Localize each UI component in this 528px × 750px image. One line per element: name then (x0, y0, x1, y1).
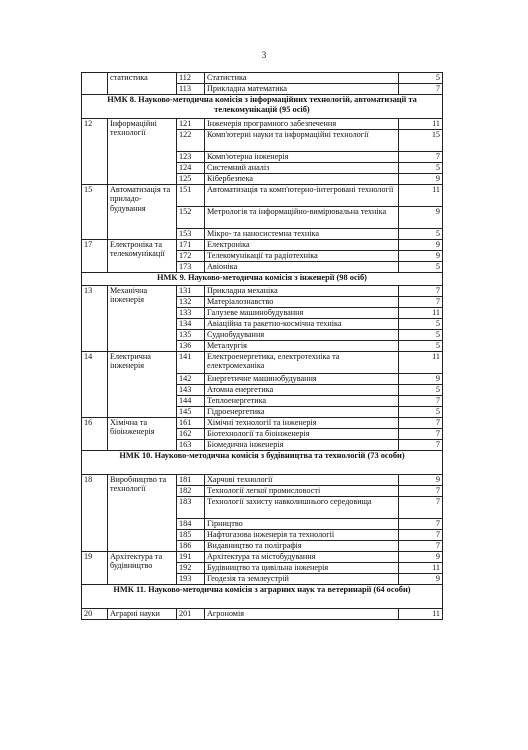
member-count: 5 (399, 229, 443, 240)
field-number: 17 (82, 240, 108, 273)
specialty-code: 142 (177, 374, 205, 385)
member-count: 11 (399, 352, 443, 374)
specialty-name: Технології захисту навколишнього середовища (205, 497, 399, 519)
specialty-code: 191 (177, 552, 205, 563)
specialty-name: Атомна енергетика (205, 385, 399, 396)
specialty-code: 193 (177, 574, 205, 585)
field-name: Виробництво та технології (108, 475, 177, 552)
member-count: 5 (399, 330, 443, 341)
member-count: 5 (399, 385, 443, 396)
specialty-name: Архітектура та містобудування (205, 552, 399, 563)
table-row (82, 240, 443, 251)
specialty-code: 162 (177, 429, 205, 440)
table-row (82, 609, 443, 620)
specialty-code: 151 (177, 185, 205, 207)
field-name: Архітектура та будівництво (108, 552, 177, 585)
specialty-name: Авіоніка (205, 262, 399, 273)
member-count: 5 (399, 262, 443, 273)
specialty-name: Матеріалознавство (205, 297, 399, 308)
specialty-code: 186 (177, 541, 205, 552)
specialty-code: 184 (177, 519, 205, 530)
table-row (82, 286, 443, 297)
commission-title: НМК 8. Науково-методична комісія з інформаційних технологій, автоматизації та телекомунікацій (95 осіб) (82, 95, 443, 119)
field-number (82, 73, 108, 95)
member-count: 7 (399, 486, 443, 497)
member-count: 9 (399, 475, 443, 486)
specialty-code: 182 (177, 486, 205, 497)
commission-title: НМК 10. Науково-методична комісія з будівництва та технологій (73 особи) (82, 451, 443, 475)
field-name: Електрична інженерія (108, 352, 177, 418)
specialty-code: 145 (177, 407, 205, 418)
specialty-name: Прикладна механіка (205, 286, 399, 297)
specialty-name: Біотехнології та біоінженерія (205, 429, 399, 440)
specialty-code: 161 (177, 418, 205, 429)
member-count: 7 (399, 429, 443, 440)
specialty-name: Електроніка (205, 240, 399, 251)
member-count: 9 (399, 251, 443, 262)
specialty-code: 172 (177, 251, 205, 262)
specialty-name: Геодезія та землеустрій (205, 574, 399, 585)
specialty-code: 113 (177, 84, 205, 95)
field-name: Механічна інженерія (108, 286, 177, 352)
specialty-code: 153 (177, 229, 205, 240)
specialty-name: Авіаційна та ракетно-космічна техніка (205, 319, 399, 330)
specialty-name: Агрономія (205, 609, 399, 620)
commission-header-row (82, 451, 443, 475)
member-count: 11 (399, 563, 443, 574)
table-row (82, 119, 443, 130)
specialty-name: Телекомунікації та радіотехніка (205, 251, 399, 262)
field-number: 15 (82, 185, 108, 240)
specialty-name: Мікро- та наносистемна техніка (205, 229, 399, 240)
table-row (82, 73, 443, 84)
field-name: Інформаційні технології (108, 119, 177, 185)
field-number: 19 (82, 552, 108, 585)
member-count: 7 (399, 84, 443, 95)
specialty-code: 201 (177, 609, 205, 620)
member-count: 9 (399, 207, 443, 229)
specialty-code: 185 (177, 530, 205, 541)
specialty-code: 163 (177, 440, 205, 451)
specialty-code: 121 (177, 119, 205, 130)
specialty-name: Автоматизація та комп'ютерно-інтегровані технології (205, 185, 399, 207)
commission-title: НМК 11. Науково-методична комісія з аграрних наук та ветеринарії (64 особи) (82, 585, 443, 609)
member-count: 11 (399, 119, 443, 130)
specialty-code: 133 (177, 308, 205, 319)
member-count: 11 (399, 185, 443, 207)
specialty-code: 183 (177, 497, 205, 519)
specialty-code: 144 (177, 396, 205, 407)
member-count: 7 (399, 396, 443, 407)
specialty-name: Видавництво та поліграфія (205, 541, 399, 552)
specialty-code: 173 (177, 262, 205, 273)
member-count: 11 (399, 609, 443, 620)
member-count: 7 (399, 440, 443, 451)
member-count: 7 (399, 297, 443, 308)
specialty-code: 124 (177, 163, 205, 174)
commission-header-row (82, 95, 443, 119)
field-number: 13 (82, 286, 108, 352)
field-name: Аграрні науки (108, 609, 177, 620)
field-number: 14 (82, 352, 108, 418)
specialty-name: Будівництво та цивільна інженерія (205, 563, 399, 574)
page-number: 3 (261, 50, 267, 60)
member-count: 5 (399, 407, 443, 418)
specialty-code: 152 (177, 207, 205, 229)
specialty-name: Хімічні технології та інженерія (205, 418, 399, 429)
member-count: 7 (399, 286, 443, 297)
specialty-code: 134 (177, 319, 205, 330)
table-row (82, 418, 443, 429)
field-name: Хімічна та біоінженерія (108, 418, 177, 451)
specialty-code: 192 (177, 563, 205, 574)
specialty-name: Інженерія програмного забезпечення (205, 119, 399, 130)
specialty-name: Гірництво (205, 519, 399, 530)
table-row (82, 352, 443, 374)
specialty-code: 112 (177, 73, 205, 84)
member-count: 5 (399, 341, 443, 352)
specialty-code: 143 (177, 385, 205, 396)
member-count: 15 (399, 130, 443, 152)
member-count: 7 (399, 541, 443, 552)
specialty-name: Енергетичне машинобудування (205, 374, 399, 385)
member-count: 7 (399, 497, 443, 519)
specialty-code: 135 (177, 330, 205, 341)
member-count: 9 (399, 240, 443, 251)
member-count: 7 (399, 530, 443, 541)
member-count: 5 (399, 319, 443, 330)
table-row (82, 552, 443, 563)
specialty-name: Біомедична інженерія (205, 440, 399, 451)
member-count: 7 (399, 418, 443, 429)
field-number: 12 (82, 119, 108, 185)
specialty-code: 136 (177, 341, 205, 352)
specialty-name: Нафтогазова інженерія та технології (205, 530, 399, 541)
specialty-name: Електроенергетика, електротехніка та електромеханіка (205, 352, 399, 374)
specialty-code: 171 (177, 240, 205, 251)
specialty-code: 141 (177, 352, 205, 374)
specialty-name: Метрологія та інформаційно-вимірювальна техніка (205, 207, 399, 229)
specialty-code: 131 (177, 286, 205, 297)
specialty-name: Суднобудування (205, 330, 399, 341)
member-count: 9 (399, 574, 443, 585)
member-count: 5 (399, 163, 443, 174)
field-name: статистика (108, 73, 177, 95)
commission-header-row (82, 585, 443, 609)
member-count: 5 (399, 73, 443, 84)
specialty-name: Кібербезпека (205, 174, 399, 185)
member-count: 9 (399, 174, 443, 185)
field-name: Електроніка та телекомунікації (108, 240, 177, 273)
specialty-code: 125 (177, 174, 205, 185)
specialty-name: Харчові технології (205, 475, 399, 486)
field-number: 18 (82, 475, 108, 552)
field-number: 16 (82, 418, 108, 451)
commission-header-row (82, 273, 443, 286)
specialty-name: Комп'ютерні науки та інформаційні технології (205, 130, 399, 152)
specialty-code: 122 (177, 130, 205, 152)
member-count: 7 (399, 152, 443, 163)
table-row (82, 475, 443, 486)
commission-title: НМК 9. Науково-методична комісія з інженерії (98 осіб) (82, 273, 443, 286)
specialty-name: Гідроенергетика (205, 407, 399, 418)
specialty-name: Галузеве машинобудування (205, 308, 399, 319)
member-count: 11 (399, 308, 443, 319)
member-count: 9 (399, 552, 443, 563)
specialty-name: Статистика (205, 73, 399, 84)
commissions-table (81, 72, 443, 620)
member-count: 9 (399, 374, 443, 385)
specialty-code: 181 (177, 475, 205, 486)
specialty-name: Комп'ютерна інженерія (205, 152, 399, 163)
specialty-code: 123 (177, 152, 205, 163)
field-name: Автоматизація та приладо-будування (108, 185, 177, 240)
member-count: 7 (399, 519, 443, 530)
specialty-code: 132 (177, 297, 205, 308)
specialty-name: Металургія (205, 341, 399, 352)
field-number: 20 (82, 609, 108, 620)
specialty-name: Технології легкої промисловості (205, 486, 399, 497)
specialty-name: Системний аналіз (205, 163, 399, 174)
table-row (82, 185, 443, 207)
specialty-name: Прикладна математика (205, 84, 399, 95)
specialty-name: Теплоенергетика (205, 396, 399, 407)
